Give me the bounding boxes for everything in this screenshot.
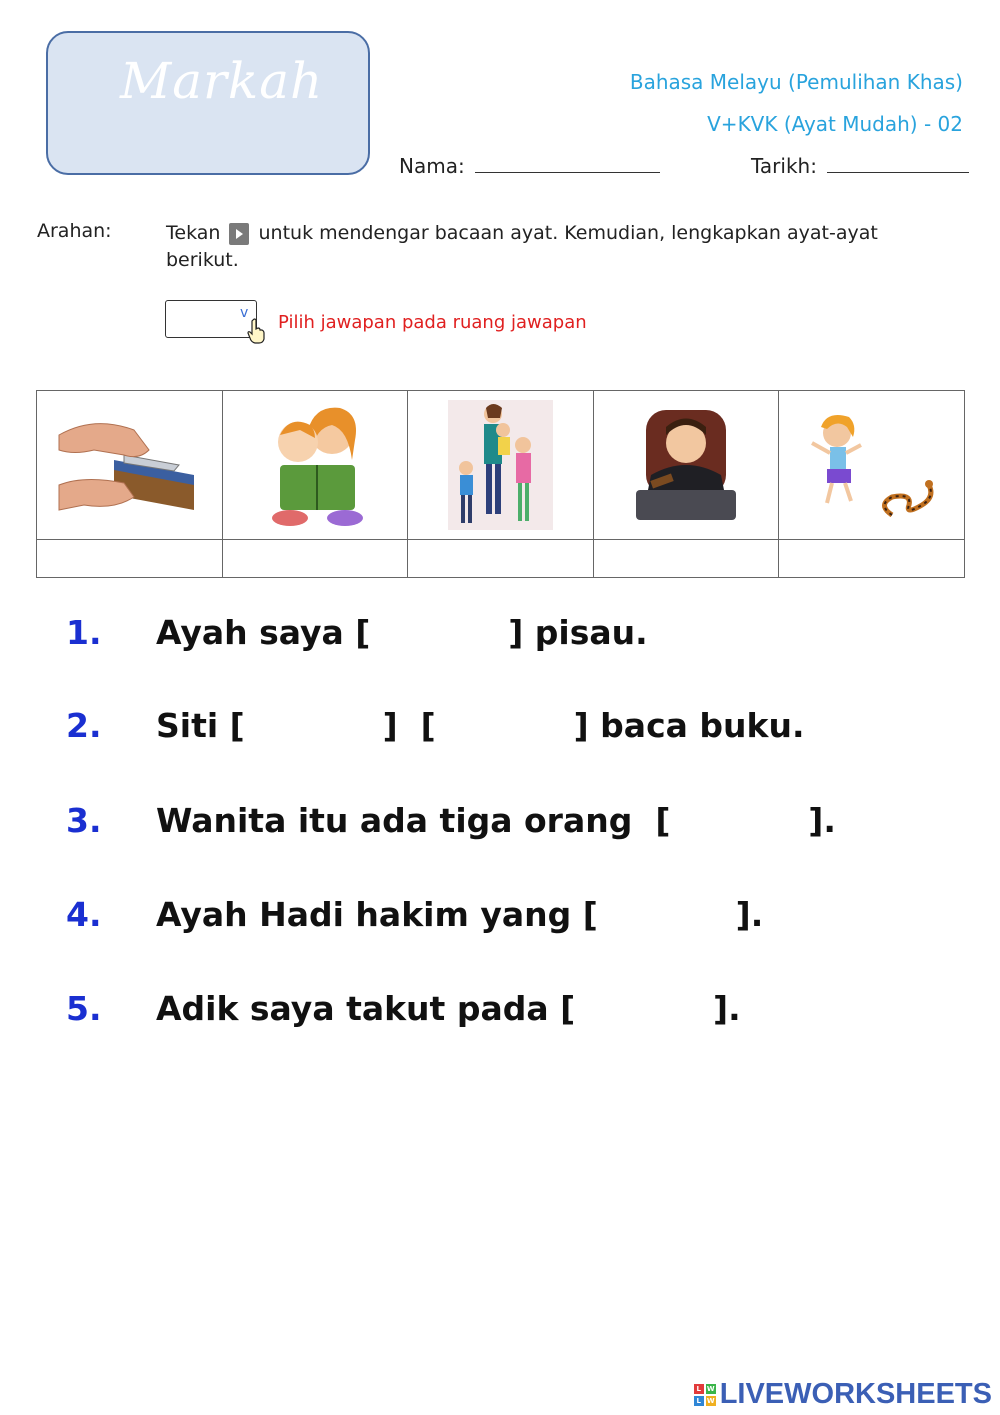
question-text: Ayah Hadi hakim yang [ ]. [156, 895, 764, 934]
logo-blocks-icon: L W L W [694, 1384, 716, 1406]
instruction-label: Arahan: [37, 220, 112, 242]
date-field [751, 154, 969, 178]
answer-cell-4[interactable] [593, 540, 779, 578]
answer-cell-2[interactable] [222, 540, 408, 578]
instruction-text-after: untuk mendengar bacaan ayat. Kemudian, lengkapkan ayat-ayat berikut. [166, 222, 878, 271]
picture-cell-4 [593, 391, 779, 540]
picture-cell-2 [222, 391, 408, 540]
subject-title: Bahasa Melayu (Pemulihan Khas) [629, 70, 963, 94]
question-text: Adik saya takut pada [ ]. [156, 989, 741, 1028]
picture-cell-1 [37, 391, 223, 540]
date-input-line[interactable] [827, 154, 969, 173]
picture-cell-5 [779, 391, 965, 540]
logo-text: LIVEWORKSHEETS [719, 1378, 992, 1410]
picture-table [36, 390, 965, 578]
answer-cell-3[interactable] [408, 540, 594, 578]
name-input-line[interactable] [475, 154, 660, 173]
question-2 [66, 706, 966, 766]
name-field [399, 154, 660, 178]
play-icon [229, 223, 249, 245]
pointer-hand-icon [247, 318, 265, 344]
instruction-text-before: Tekan [166, 222, 221, 244]
question-number: 2. [66, 706, 102, 745]
date-label: Tarikh: [751, 154, 817, 178]
judge-icon [631, 405, 741, 525]
question-number: 1. [66, 613, 102, 652]
question-text: Ayah saya [ ] pisau. [156, 613, 648, 652]
question-number: 3. [66, 801, 102, 840]
chevron-down-icon: v [240, 305, 249, 321]
question-1 [66, 613, 966, 673]
question-number: 5. [66, 989, 102, 1028]
question-5 [66, 989, 966, 1049]
question-text: Wanita itu ada tiga orang [ ]. [156, 801, 836, 840]
question-text: Siti [ ] [ ] baca buku. [156, 706, 805, 745]
name-label: Nama: [399, 154, 465, 178]
mother-three-children-icon [448, 400, 553, 530]
liveworksheets-logo [694, 1378, 992, 1411]
question-4 [66, 895, 966, 955]
answer-cell-1[interactable] [37, 540, 223, 578]
question-number: 4. [66, 895, 102, 934]
picture-cell-3 [408, 391, 594, 540]
demo-hint: Pilih jawapan pada ruang jawapan [278, 312, 587, 333]
score-label: Markah [120, 52, 324, 110]
topic-title: V+KVK (Ayat Mudah) - 02 [707, 112, 963, 136]
answer-cell-5[interactable] [779, 540, 965, 578]
girl-scared-snake-icon [797, 405, 947, 525]
sharpening-knife-icon [54, 405, 204, 525]
question-3 [66, 801, 966, 861]
mother-child-reading-icon [260, 400, 370, 530]
instruction-text [166, 220, 956, 274]
